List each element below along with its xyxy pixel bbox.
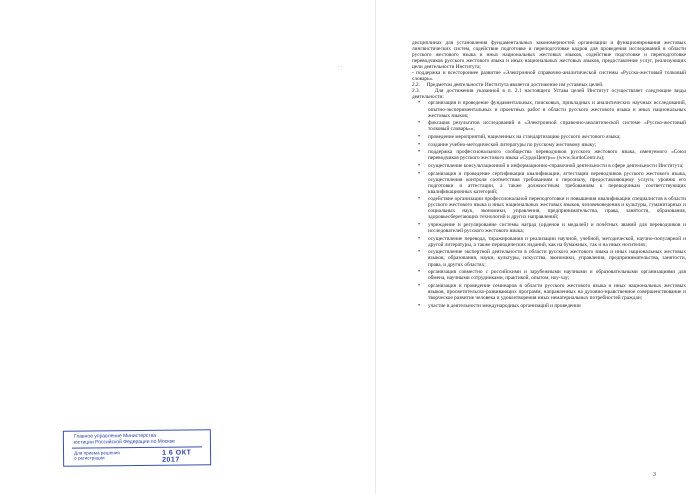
list-item [412, 120, 686, 132]
stamp-divider [72, 446, 202, 448]
bullet-icon: • [418, 149, 421, 156]
list-item [412, 269, 686, 281]
right-page [376, 0, 700, 494]
bullet-icon: • [418, 100, 421, 107]
paragraph-support: - поддержка и всестороннее развитие «Электронной справочно-аналитической системы «Русско-жестовый толковый словарь». [412, 70, 686, 83]
list-item [412, 100, 686, 118]
page-number: 3 [653, 472, 656, 478]
list-item [412, 222, 686, 234]
charter-text [412, 40, 686, 310]
paragraph-intro: дисциплинах для установления фундаментальных закономерностей организации и функционирования жестовых лингвистических систем, содействие подготовке и переподготовке кадров для проведения исследований в области русского жестового языка и иных национальных жестовых языков, содействие подготовке и переподготовке переводчиков русского жестового языка и иных национальных жестовых языков, предоставление услуг, реализующих цели деятельности Института; [412, 40, 686, 71]
bullet-icon: • [418, 162, 421, 169]
list-item-text: фиксация результатов исследований в «Электронной справочно-аналитической системе «Русско-жестовый толковый словарь»»; [428, 120, 686, 133]
list-item-text: создание учебно-методической литературы по русскому жестовому языку; [428, 141, 597, 148]
list-item-text: организация и проведение семинаров в области русского жестового языка и иных национальных жестовых языков, просветительско-развивающих программ, направленных на духовно-нравственное совершенствование и творческое развитие человека и удовлетворения иных нематериальных потребностей граждан; [428, 282, 686, 301]
bullet-icon: • [418, 235, 421, 242]
list-item [412, 134, 686, 140]
list-item-text: участие в деятельности международных организаций и проведении [428, 302, 581, 309]
list-item-text: организация и проведение сертификации квалификации, аттестации переводчиков русского жестового языка, осуществления контроля соответствия требованиям к персоналу, предоставляющему услуги, уровню его подготовки и аттестации, а также должностным требованиям к переводчикам соответствующих квалификационных категорий; [428, 170, 686, 195]
list-item-text: проведение мероприятий, нацеленных на стандартизацию русского жестового языка; [428, 133, 621, 140]
list-item [412, 171, 686, 195]
list-item [412, 283, 686, 301]
bullet-icon: • [418, 302, 421, 309]
list-item-text: осуществление перевода, тиражирования и реализации научной, учебной, методической, научно-популярной и другой литературы, а также периодических изданий, как на бумажных, так и на иных носителях; [428, 235, 686, 248]
list-item-text: содействие организации профессиональной переподготовки и повышения квалификации специалистов в области русского жестового языка и иных национальных жестовых языков, человековедения и культуры, гуманитарных и социальных наук, экономики, управления, предпринимательства, права, занятости, образования, здоровьесберегающих технологий и других направлений; [428, 196, 686, 221]
list-item-text: поддержка профессионального сообщества переводчиков русского жестового языка, именуемого «Союз переводчиков русского жестового языка «СурдоЦентр»» (www.SurdoCentr.ru); [428, 149, 686, 162]
list-item [412, 163, 686, 169]
bullet-icon: • [418, 249, 421, 256]
list-item-text: осуществление консультационной и информационно-справочной деятельности в сфере деятельности Института; [428, 162, 684, 169]
list-item-text: учреждение и регулирование системы наград (орденов и медалей) и почётных званий для переводчиков и исследователей русского жестового языка; [428, 222, 686, 235]
stamp-line-1: Главное управление Министерства [73, 432, 157, 440]
list-item [412, 303, 686, 309]
registration-stamp [63, 429, 211, 467]
list-item-text: организация совместно с российскими и зарубежными научными и образовательными организациями для обмена, научными сотрудниками, практикой, опытом, ноу-хау; [428, 269, 686, 282]
list-item-text: осуществление экспертной деятельности в области русского жестового языка и иных национальных жестовых языков, образования, науки, культуры, искусства, экономики, управления, предпринимательства, занятости, права, и других областях; [428, 249, 686, 268]
list-item [412, 196, 686, 220]
scan-marks: .. [338, 63, 343, 69]
clause-2-2: 2.2. Предметом деятельности Института является достижение им уставных целей. [412, 82, 604, 89]
clause-2-3: 2.3. Для достижения указанной в п. 2.1 настоящего Устава целей Институт осуществляет следующие виды деятельности: [412, 88, 686, 101]
bullet-icon: • [418, 170, 421, 177]
bullet-icon: • [418, 141, 421, 148]
list-item [412, 149, 686, 161]
list-item [412, 249, 686, 267]
stamp-date: 1 6 ОКТ 2017 [162, 449, 192, 464]
bullet-icon: • [418, 282, 421, 289]
list-item [412, 142, 686, 148]
stamp-line-4: о регистрации [74, 455, 105, 461]
stamp-line-3: Для приема решения [74, 450, 120, 456]
activities-list [412, 100, 686, 308]
bullet-icon: • [418, 196, 421, 203]
list-item-text: организация и проведение фундаментальных, поисковых, прикладных и аналитических научных исследований, опытно-экспериментальных и проектных работ в области русского жестового языка и иных национальных жестовых языков; [428, 100, 686, 119]
list-item [412, 236, 686, 248]
bullet-icon: • [418, 269, 421, 276]
bullet-icon: • [418, 222, 421, 229]
bullet-icon: • [418, 120, 421, 127]
bullet-icon: • [418, 133, 421, 140]
stamp-line-2: юстиции Российской Федерации по Москве [73, 438, 175, 446]
